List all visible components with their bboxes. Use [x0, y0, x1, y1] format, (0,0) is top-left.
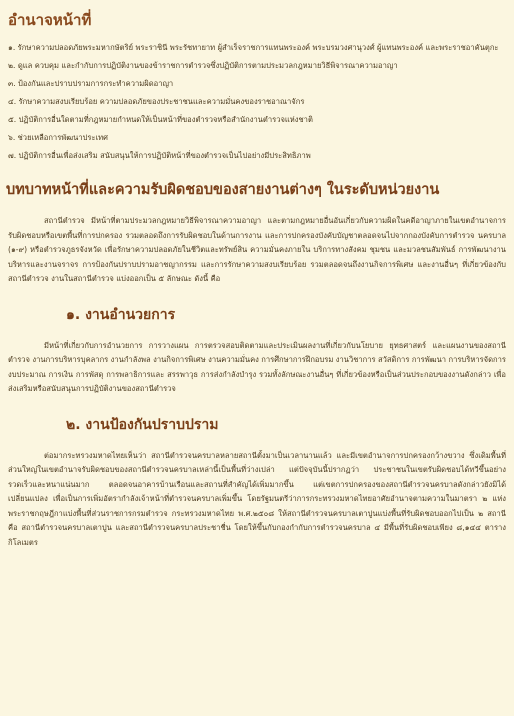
section-1-paragraph: มีหน้าที่เกี่ยวกับการอำนวยการ การวางแผน การตรวจสอบติดตามและประเมินผลงานที่เกี่ยวกับนโยบาย ยุทธศาสตร์ และแผนงานของสถานีตำรวจ งานการบริหารบุคลากร งานกำลังพล งานกิจการพิเศษ งานความมั่นคง การศึกษาการฝึกอบรม งานวิชาการ สวัสดิการ การพัฒนา การบริหารจัดการ งบประมาณ การเงิน การพัสดุ การพลาธิการและ สรรพาวุธ การส่งกำลังบำรุง รวมทั้งลักษณะงานอื่นๆ ที่เกี่ยวข้องหรือเป็นส่วนประกอบของงานดังกล่าว เพื่อส่งเสริมหรือสนับสนุนการปฏิบัติงานของสถานีตำรวจ — [8, 340, 506, 393]
roles-intro-paragraph: สถานีตำรวจ มีหน้าที่ตามประมวลกฎหมายวิธีพิจารณาความอาญา และตามกฎหมายอื่นอันเกี่ยวกับความผิดในคดีอาญาภายในเขตอำนาจการรับผิดชอบหรือเขตพื้นที่การปกครอง รวมตลอดถึงการรับผิดชอบในด้านการงาน และการปกครองบังคับบัญชาตลอดจนไปจากกองบังคับการตำรวจ นครบาล (๑-๙) หรือตำรวจภูธรจังหวัด เพื่อรักษาความปลอดภัยในชีวิตและทรัพย์สิน ความมั่นคงภายใน บริการทางสังคม ชุมชน และมวลชนสัมพันธ์ การพัฒนางานบริหารและงานจราจร การป้องกันปราบปรามอาชญากรรม และการรักษาความสงบเรียบร้อย รวมตลอดจนถึงงานกิจการพิเศษ และงานอื่นๆ ที่เกี่ยวข้องกับสถานีตำรวจ งานในสถานีตำรวจ แบ่งออกเป็น ๕ ลักษณะ ดังนี้ คือ — [8, 216, 506, 283]
authority-item: ๓. ป้องกันและปราบปรามการกระทำความผิดอาญา — [8, 79, 174, 88]
authority-item: ๑. รักษาความปลอดภัยพระมหากษัตริย์ พระราชินี พระรัชทายาท ผู้สำเร็จราชการแทนพระองค์ พระบรมวงศานุวงศ์ ผู้แทนพระองค์ และพระราชอาคันตุกะ — [8, 43, 499, 52]
authority-item: ๔. รักษาความสงบเรียบร้อย ความปลอดภัยของประชาชนและความมั่นคงของราชอาณาจักร — [8, 97, 305, 106]
authority-item: ๒. ดูแล ควบคุม และกำกับการปฏิบัติงานของข้าราชการตำรวจซึ่งปฏิบัติการตามประมวลกฎหมายวิธีพิจารณาความอาญา — [8, 61, 398, 70]
section-1-heading: ๑. งานอำนวยการ — [66, 306, 176, 323]
section-2-heading: ๒. งานป้องกันปราบปราม — [66, 416, 219, 433]
authority-list — [6, 42, 508, 162]
authority-item: ๖. ช่วยเหลือการพัฒนาประเทศ — [8, 133, 108, 142]
authority-item: ๗. ปฏิบัติการอื่นเพื่อส่งเสริม สนับสนุนให้การปฏิบัติหน้าที่ของตำรวจเป็นไปอย่างมีประสิทธิภาพ — [8, 151, 311, 160]
section-2-paragraph: ต่อมากระทรวงมหาดไทยเห็นว่า สถานีตำรวจนครบาลหลายสถานีตั้งมาเป็นเวลานานแล้ว และมีเขตอำนาจการปกครองกว้างขวาง ซึ่งเดิมพื้นที่ส่วนใหญ่ในเขตอำนาจรับผิดชอบของสถานีตำรวจนครบาลเหล่านี้เป็นพื้นที่ว่างเปล่า แต่ปัจจุบันนี้ปรากฏว่า ประชาชนในเขตรับผิดชอบได้ทวีขึ้นอย่างรวดเร็วและหนาแน่นมาก ตลอดจนอาคารบ้านเรือนและสถานที่สำคัญได้เพิ่มมากขึ้น แต่เขตการปกครองของสถานีตำรวจนครบาลดังกล่าวยังมิได้เปลี่ยนแปลง เพื่อเป็นการเพิ่มอัตรากำลังเจ้าหน้าที่ตำรวจนครบาลเพิ่มขึ้น โดยรัฐมนตรีว่าการกระทรวงมหาดไทยอาศัยอำนาจตามความในมาตรา ๒ แห่งพระราชกฤษฎีกาแบ่งพื้นที่ส่วนราชการกรมตำรวจ กระทรวงมหาดไทย พ.ศ.๒๕๐๘ ให้สถานีตำรวจนครบาลเตาปูนแบ่งพื้นที่รับผิดชอบออกไปเป็น ๒ สถานี คือ สถานีตำรวจนครบาลเตาปูน และสถานีตำรวจนครบาลประชาชื่น โดยให้ขึ้นกับกองกำกับการตำรวจนครบาล ๔ มีพื้นที่รับผิดชอบเพียง ๘,๑๔๔ ตารางกิโลเมตร — [8, 450, 506, 547]
authority-item: ๕. ปฏิบัติการอื่นใดตามที่กฎหมายกำหนดให้เป็นหน้าที่ของตำรวจหรือสำนักงานตำรวจแห่งชาติ — [8, 115, 313, 124]
roles-heading: บทบาทหน้าที่และความรับผิดชอบของสายงานต่างๆ ในระดับหน่วยงาน — [6, 182, 440, 198]
authority-heading: อำนาจหน้าที่ — [8, 11, 92, 29]
